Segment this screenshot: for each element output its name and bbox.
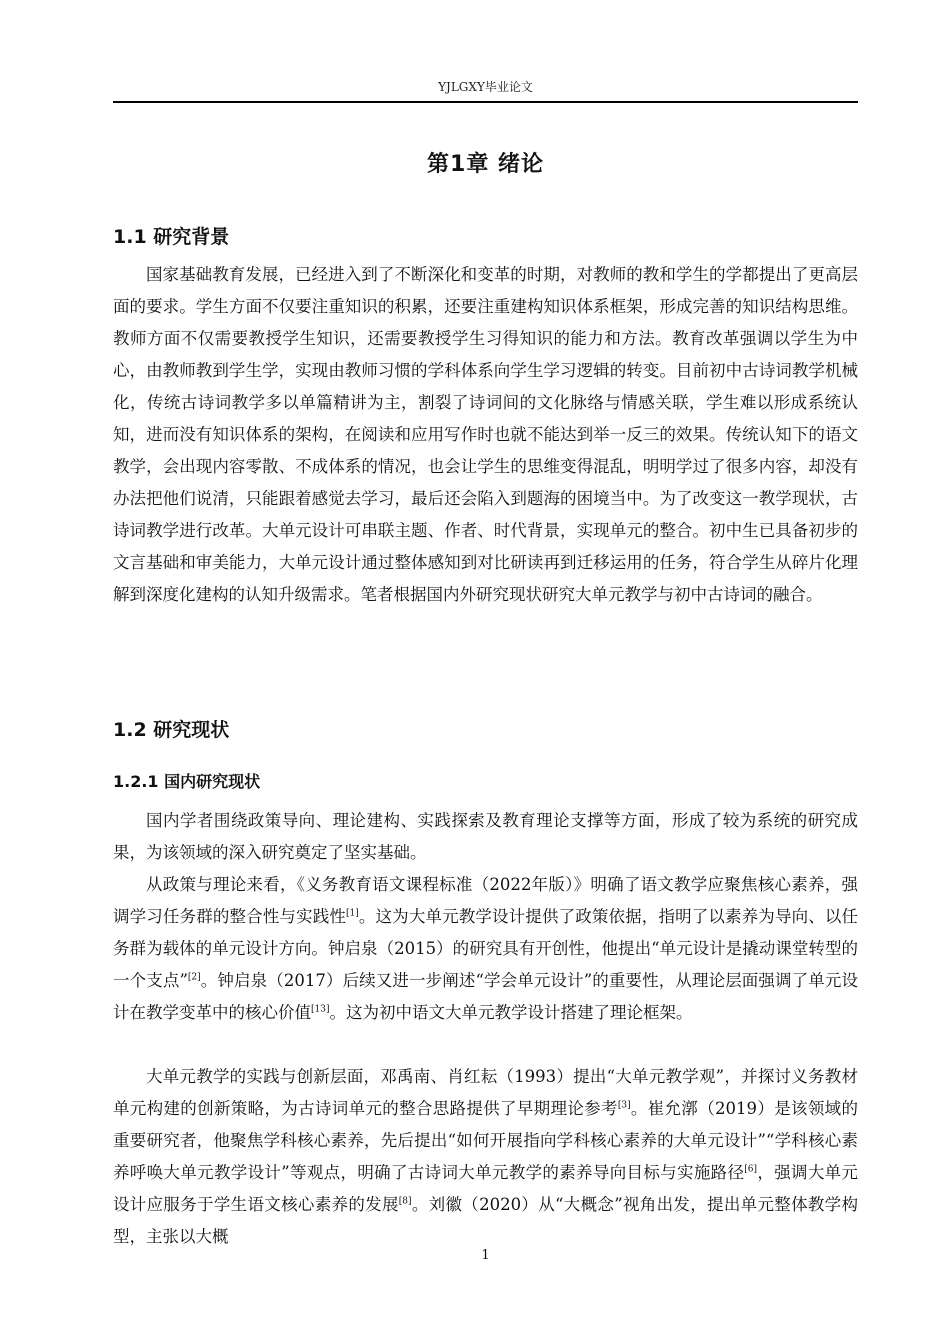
paragraph-policy-theory (113, 869, 858, 1029)
citation-ref: [2] (187, 972, 201, 983)
paragraph-research-background: 国家基础教育发展，已经进入到了不断深化和变革的时期，对教师的教和学生的学都提出了更高层面的要求。学生方面不仅要注重知识的积累，还要注重建构知识体系框架，形成完善的知识结构思维。教师方面不仅需要教授学生知识，还需要教授学生习得知识的能力和方法。教育改革强调以学生为中心，由教师教到学生学，实现由教师习惯的学科体系向学生学习逻辑的转变。目前初中古诗词教学机械化，传统古诗词教学多以单篇精讲为主，割裂了诗词间的文化脉络与情感关联，学生难以形成系统认知，进而没有知识体系的架构，在阅读和应用写作时也就不能达到举一反三的效果。传统认知下的语文教学，会出现内容零散、不成体系的情况，也会让学生的思维变得混乱，明明学过了很多内容，却没有办法把他们说清，只能跟着感觉去学习，最后还会陷入到题海的困境当中。为了改变这一教学现状，古诗词教学进行改革。大单元设计可串联主题、作者、时代背景，实现单元的整合。初中生已具备初步的文言基础和审美能力，大单元设计通过整体感知到对比研读再到迁移运用的任务，符合学生从碎片化理解到深度化建构的认知升级需求。笔者根据国内外研究现状研究大单元教学与初中古诗词的融合。 (113, 265, 858, 604)
paragraph-practice-innovation (113, 1061, 858, 1253)
citation-ref: [3] (617, 1100, 631, 1111)
citation-ref: [13] (311, 1004, 330, 1015)
citation-ref: [1] (346, 908, 359, 919)
section-heading-1-1: 1.1 研究背景 (113, 226, 230, 248)
citation-ref: [6] (744, 1164, 758, 1175)
page-number: 1 (481, 1248, 490, 1263)
paragraph-text: ，强调大单元设计应服务于学生语文核心素养的发展 (113, 1163, 858, 1214)
paragraph-text: 大单元教学的实践与创新层面，邓禹南、肖红耘（1993）提出“大单元教学观”，并探讨义务教材单元构建的创新策略，为古诗词单元的整合思路提供了早期理论参考 (113, 1067, 858, 1118)
paragraph-text: 从政策与理论来看，《义务教育语文课程标准（2022年版）》明确了语文教学应聚焦核心素养，强调学习任务群的整合性与实践性 (113, 875, 858, 926)
paragraph-text: 。这为初中语文大单元教学设计搭建了理论框架。 (329, 1003, 693, 1022)
chapter-title: 第1章 绪论 (427, 152, 544, 177)
section-heading-1-2: 1.2 研究现状 (113, 719, 230, 741)
paragraph-text: 。崔允漷（2019）是该领域的重要研究者，他聚焦学科核心素养，先后提出“如何开展指向学科核心素养的大单元设计”“学科核心素养呼唤大单元教学设计”等观点，明确了古诗词大单元教学的素养导向目标与实施路径 (113, 1099, 858, 1182)
running-header: YJLGXY毕业论文 (438, 80, 533, 94)
header-rule (113, 101, 858, 103)
paragraph-domestic-intro: 国内学者围绕政策导向、理论建构、实践探索及教育理论支撑等方面，形成了较为系统的研究成果，为该领域的深入研究奠定了坚实基础。 (113, 811, 858, 862)
section-heading-1-2-1: 1.2.1 国内研究现状 (113, 772, 261, 791)
paragraph-text: 。这为大单元教学设计提供了政策依据，指明了以素养为导向、以任务群为载体的单元设计方向。钟启泉（2015）的研究具有开创性，他提出“单元设计是撬动课堂转型的一个支点” (113, 907, 859, 990)
paragraph-text: 。钟启泉（2017）后续又进一步阐述“学会单元设计”的重要性，从理论层面强调了单元设计在教学变革中的核心价值 (113, 971, 858, 1022)
paragraph-text: 。刘徽（2020）从“大概念”视角出发，提出单元整体教学构型，主张以大概 (113, 1195, 858, 1246)
citation-ref: [8] (398, 1196, 412, 1207)
